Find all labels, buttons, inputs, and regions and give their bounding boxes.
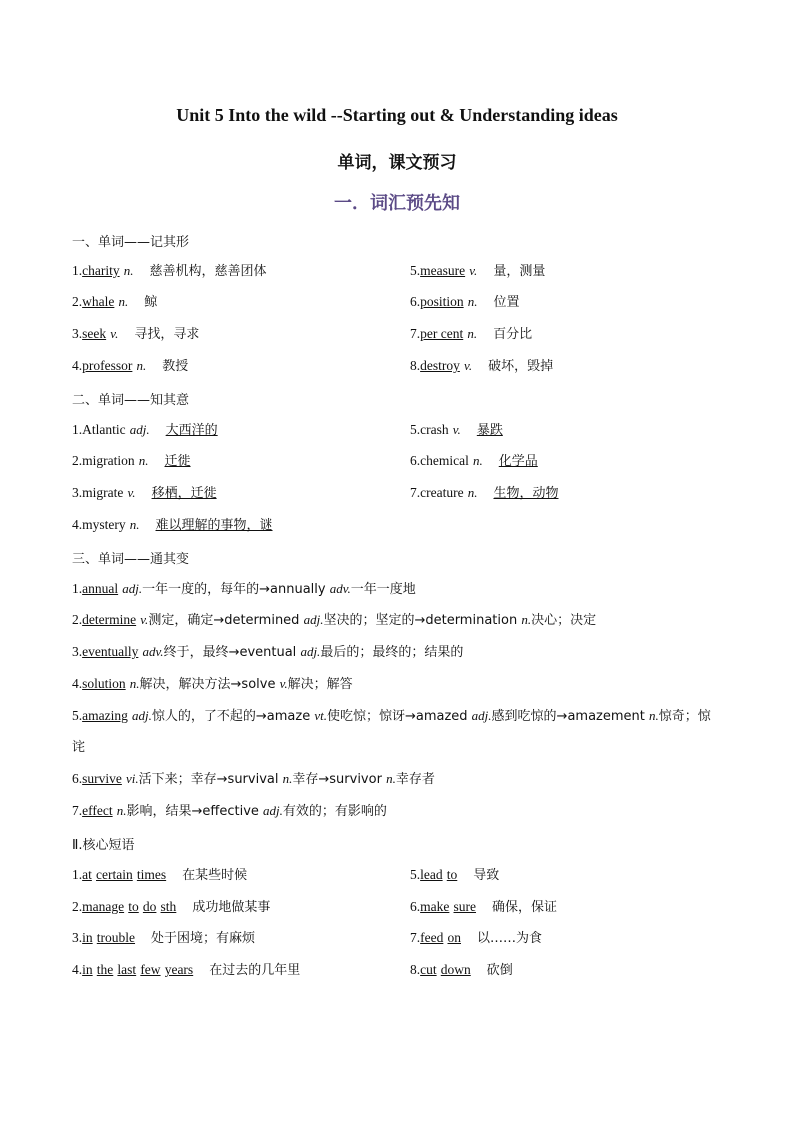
word-meaning: 寻找，寻求 <box>134 327 200 342</box>
item-number: 8. <box>410 358 421 373</box>
part-of-speech: n. <box>129 517 140 532</box>
vocab-item <box>410 262 545 281</box>
phrase-meaning: 砍倒 <box>486 963 513 978</box>
part-of-speech: n. <box>473 453 483 468</box>
word-meaning: 难以理解的事物，谜 <box>155 518 273 533</box>
phrase-word: on <box>447 930 461 945</box>
vocab-word: annual <box>82 581 119 596</box>
item-number: 6. <box>410 294 421 309</box>
section-title: Ⅱ.核心短语 <box>72 838 135 853</box>
vocab-word: chemical <box>420 453 469 468</box>
vocab-word: survive <box>82 771 122 786</box>
word-meaning: 位置 <box>493 295 520 310</box>
item-number: 5. <box>410 867 421 882</box>
phrase-word: make <box>420 899 450 914</box>
definition: 活下来；幸存→survival <box>138 772 283 787</box>
part-of-speech: n. <box>649 708 659 723</box>
page-subtitle: 单词，课文预习 <box>337 153 457 173</box>
word-family-item <box>72 580 416 599</box>
part-of-speech: n. <box>521 612 532 627</box>
phrase-word: certain <box>96 867 133 882</box>
phrase-meaning: 导致 <box>473 868 500 883</box>
vocab-word: mystery <box>82 517 126 532</box>
word-family-item <box>72 611 596 630</box>
definition: 幸存→survivor <box>292 772 387 787</box>
phrase-item <box>72 898 270 917</box>
vocab-word: charity <box>82 263 120 278</box>
phrase-word: do <box>142 899 157 914</box>
item-number: 3. <box>72 485 83 500</box>
item-number: 2. <box>72 453 83 468</box>
phrase-word: cut <box>420 962 437 977</box>
phrase-word: trouble <box>96 930 136 945</box>
word-meaning: 迁徙 <box>164 454 191 469</box>
part-of-speech: adj. <box>303 612 324 627</box>
definition: 惊人的，了不起的→amaze <box>151 709 315 724</box>
word-meaning: 化学品 <box>498 454 538 469</box>
vocab-item <box>410 484 559 503</box>
part-of-speech: adv. <box>142 644 164 659</box>
item-number: 1. <box>72 867 83 882</box>
phrase-word: manage <box>82 899 125 914</box>
section-title: 二、单词——知其意 <box>72 393 190 408</box>
item-number: 5. <box>72 708 83 723</box>
word-meaning: 量，测量 <box>493 264 546 279</box>
definition: 终于，最终→eventual <box>163 645 301 660</box>
part-of-speech: v. <box>279 676 288 691</box>
vocab-word: measure <box>420 263 466 278</box>
item-number: 1. <box>72 422 83 437</box>
definition: 幸存者 <box>395 772 435 787</box>
phrase-word: feed <box>420 930 444 945</box>
vocab-item <box>410 293 520 312</box>
vocab-item <box>72 484 217 503</box>
word-family-item <box>72 770 435 789</box>
item-number: 1. <box>72 263 83 278</box>
part-of-speech: v. <box>140 612 149 627</box>
part-of-speech: adj. <box>129 422 150 437</box>
phrase-meaning: 在过去的几年里 <box>209 963 301 978</box>
vocab-word: migration <box>82 453 135 468</box>
word-family-item <box>72 643 463 662</box>
definition: 一年一度地 <box>350 582 416 597</box>
phrase-item <box>410 898 557 917</box>
phrase-word: down <box>440 962 471 977</box>
vocab-word: seek <box>82 326 107 341</box>
item-number: 4. <box>72 517 83 532</box>
item-number: 3. <box>72 644 83 659</box>
item-number: 3. <box>72 930 83 945</box>
word-meaning: 暴跌 <box>476 423 503 438</box>
item-number: 2. <box>72 899 83 914</box>
item-number: 4. <box>72 358 83 373</box>
vocab-item <box>72 421 218 440</box>
phrase-item <box>72 929 255 948</box>
vocab-item <box>72 452 191 471</box>
phrase-meaning: 在某些时候 <box>182 868 248 883</box>
word-family-item <box>72 802 387 821</box>
phrase-item <box>72 866 247 885</box>
part-of-speech: n. <box>118 294 129 309</box>
part-of-speech: adj. <box>122 581 143 596</box>
item-number: 6. <box>410 899 421 914</box>
phrase-word: the <box>96 962 114 977</box>
part-of-speech: vi. <box>126 771 139 786</box>
word-family-item <box>72 675 353 694</box>
vocab-word: effect <box>82 803 113 818</box>
vocab-item <box>410 452 538 471</box>
part-of-speech: adj. <box>132 708 152 723</box>
vocab-item <box>410 357 553 376</box>
phrase-word: at <box>82 867 92 882</box>
item-number: 6. <box>410 453 421 468</box>
definition: 测定，确定→determined <box>148 613 304 628</box>
section-title: 一、单词——记其形 <box>72 235 190 250</box>
section-title: 三、单词——通其变 <box>72 552 190 567</box>
item-number: 7. <box>410 930 421 945</box>
phrase-meaning: 确保，保证 <box>492 900 558 915</box>
vocab-word: migrate <box>82 485 124 500</box>
phrase-word: sth <box>160 899 177 914</box>
definition: 坚决的；坚定的→determination <box>323 613 522 628</box>
phrase-word: last <box>117 962 137 977</box>
definition: 有效的；有影响的 <box>282 804 387 819</box>
part-of-speech: adj. <box>471 708 492 723</box>
item-number: 5. <box>410 263 421 278</box>
part-of-speech: n. <box>129 676 140 691</box>
word-meaning: 教授 <box>162 359 189 374</box>
part-of-speech: vt. <box>314 708 327 723</box>
vocab-item <box>72 357 188 376</box>
part-of-speech: v. <box>469 263 478 278</box>
vocab-word: solution <box>82 676 126 691</box>
section-heading: 一．词汇预先知 <box>334 193 460 214</box>
item-number: 7. <box>72 803 83 818</box>
word-meaning: 生物，动物 <box>493 486 559 501</box>
vocab-item <box>72 516 273 535</box>
phrase-word: in <box>82 930 93 945</box>
vocab-item <box>72 325 199 344</box>
phrase-word: sure <box>453 899 477 914</box>
part-of-speech: v. <box>127 485 136 500</box>
word-meaning: 鲸 <box>144 295 158 310</box>
part-of-speech: n. <box>282 771 293 786</box>
item-number: 4. <box>72 962 83 977</box>
definition: 感到吃惊的→amazement <box>491 709 649 724</box>
part-of-speech: adv. <box>329 581 351 596</box>
part-of-speech: v. <box>464 358 473 373</box>
word-family-item <box>72 707 711 726</box>
phrase-word: lead <box>420 867 443 882</box>
definition: 最后的；最终的；结果的 <box>320 645 464 660</box>
phrase-word: years <box>164 962 194 977</box>
part-of-speech: n. <box>123 263 134 278</box>
part-of-speech: n. <box>467 485 478 500</box>
phrase-item <box>410 929 542 948</box>
definition: 决心；决定 <box>531 613 597 628</box>
vocab-word: whale <box>82 294 115 309</box>
vocab-word: destroy <box>420 358 460 373</box>
phrase-word: times <box>136 867 167 882</box>
item-number: 2. <box>72 612 83 627</box>
part-of-speech: v. <box>110 326 119 341</box>
item-number: 5. <box>410 422 421 437</box>
item-number: 6. <box>72 771 83 786</box>
vocab-item <box>410 421 503 440</box>
definition: 影响，结果→effective <box>126 804 264 819</box>
definition-continued: 诧 <box>72 740 86 755</box>
definition: 解决；解答 <box>287 677 353 692</box>
definition: 使吃惊；惊讶→amazed <box>326 709 472 724</box>
part-of-speech: n. <box>136 358 147 373</box>
vocab-item <box>72 293 157 312</box>
phrase-word: to <box>446 867 458 882</box>
item-number: 1. <box>72 581 83 596</box>
phrase-meaning: 处于困境；有麻烦 <box>151 931 256 946</box>
phrase-item <box>410 866 499 885</box>
part-of-speech: n. <box>467 294 478 309</box>
part-of-speech: n. <box>138 453 149 468</box>
item-number: 8. <box>410 962 421 977</box>
word-meaning: 百分比 <box>493 327 533 342</box>
phrase-item <box>72 961 300 980</box>
vocab-word: Atlantic <box>82 422 126 437</box>
phrase-word: to <box>128 899 139 914</box>
phrase-item <box>410 961 513 980</box>
vocab-item <box>410 325 532 344</box>
item-number: 2. <box>72 294 83 309</box>
item-number: 4. <box>72 676 83 691</box>
vocab-word: position <box>420 294 464 309</box>
definition: 一年一度的，每年的→annually <box>142 582 330 597</box>
word-meaning: 移栖，迁徙 <box>151 486 217 501</box>
page-title: Unit 5 Into the wild --Starting out & Understanding ideas <box>176 105 618 125</box>
phrase-word: in <box>82 962 93 977</box>
part-of-speech: adj. <box>263 803 283 818</box>
part-of-speech: v. <box>452 422 461 437</box>
phrase-meaning: 成功地做某事 <box>192 900 271 915</box>
vocab-word: crash <box>420 422 449 437</box>
phrase-word: few <box>140 962 161 977</box>
word-meaning: 慈善机构，慈善团体 <box>149 264 267 279</box>
vocab-item <box>72 262 267 281</box>
phrase-meaning: 以……为食 <box>477 931 543 946</box>
word-meaning: 破坏，毁掉 <box>488 359 554 374</box>
vocab-word: professor <box>82 358 133 373</box>
part-of-speech: n. <box>467 326 478 341</box>
vocab-word: creature <box>420 485 464 500</box>
part-of-speech: n. <box>386 771 396 786</box>
vocab-word: per cent <box>420 326 464 341</box>
item-number: 7. <box>410 485 421 500</box>
vocab-word: amazing <box>82 708 128 723</box>
vocab-word: eventually <box>82 644 139 659</box>
part-of-speech: adj. <box>300 644 321 659</box>
part-of-speech: n. <box>116 803 127 818</box>
word-meaning: 大西洋的 <box>165 423 218 438</box>
definition: 解决，解决方法→solve <box>139 677 280 692</box>
vocab-word: determine <box>82 612 137 627</box>
item-number: 7. <box>410 326 421 341</box>
definition: 惊奇；惊 <box>658 709 711 724</box>
item-number: 3. <box>72 326 83 341</box>
